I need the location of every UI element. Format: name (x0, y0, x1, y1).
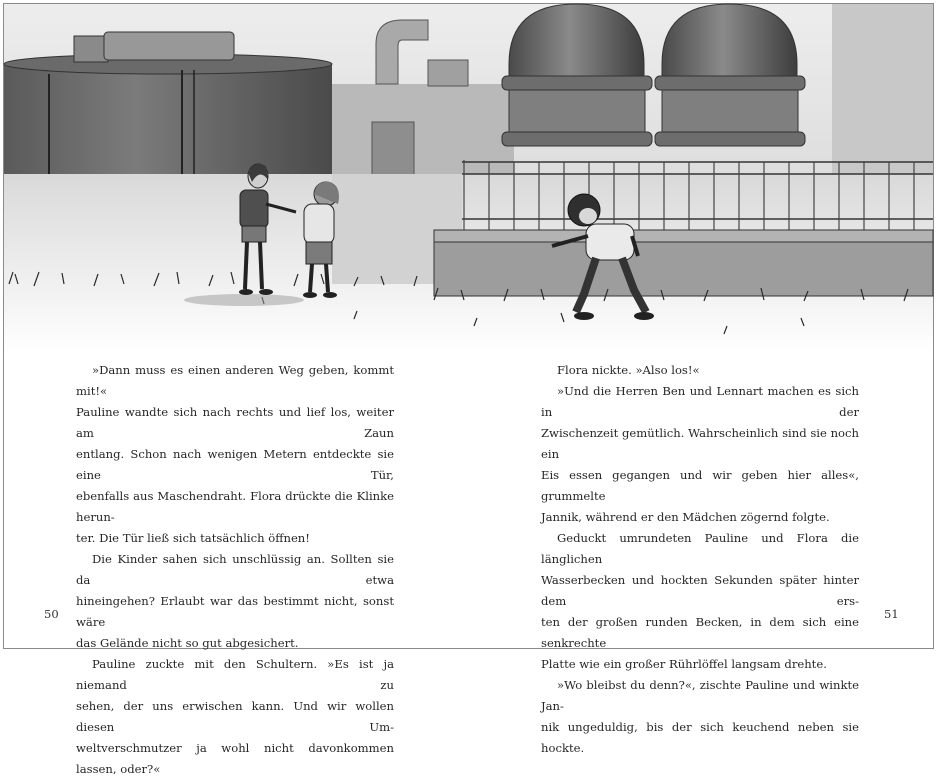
text-line: »Und die Herren Ben und Lennart machen es sich in der (541, 384, 859, 419)
text-line: »Wo bleibst du denn?«, zischte Pauline und winkte Jan- (541, 678, 859, 713)
back-wall (329, 84, 514, 179)
right-wall (832, 4, 933, 194)
book-spread (3, 3, 934, 776)
text-line: Pauline wandte sich nach rechts und lief los, weiter am Zaun (76, 405, 394, 440)
text-line: Die Kinder sahen sich unschlüssig an. Sollten sie da etwa (76, 552, 394, 587)
text-line: sehen, der uns erwischen kann. Und wir wollen diesen Um- (76, 699, 394, 734)
dome-tank-right-base (655, 132, 805, 146)
illustration (4, 4, 933, 354)
dome-tank-left-base (502, 132, 652, 146)
left-page-text (76, 360, 394, 780)
right-page-text (541, 360, 859, 759)
text-line: ebenfalls aus Maschendraht. Flora drückte die Klinke herun- (76, 489, 394, 524)
page-number-left: 50 (44, 607, 59, 621)
dome-tank-left-ring (502, 76, 652, 90)
text-line: »Dann muss es einen anderen Weg geben, kommt mit!« (76, 363, 394, 398)
text-line: weltverschmutzer ja wohl nicht davonkommen lassen, oder?« (76, 741, 394, 776)
text-line: das Gelände nicht so gut abgesichert. (76, 636, 299, 650)
text-line: Wasserbecken und hockten Sekunden später hinter dem ers- (541, 573, 859, 608)
page-number-right: 51 (884, 607, 899, 621)
dome-tank-right-body (662, 90, 798, 135)
text-line: Flora nickte. »Also los!« (557, 363, 700, 377)
back-door (372, 122, 414, 178)
text-line: Pauline zuckte mit den Schultern. »Es ist ja niemand zu (76, 657, 394, 692)
text-line: Platte wie ein großer Rührlöffel langsam drehte. (541, 657, 827, 671)
text-line: Jannik, während er den Mädchen zögernd folgte. (541, 510, 830, 524)
text-line: Zwischenzeit gemütlich. Wahrscheinlich sind sie noch ein (541, 426, 859, 461)
text-line: Eis essen gegangen und wir geben hier alles«, grummelte (541, 468, 859, 503)
text-line: ten der großen runden Becken, in dem sich eine senkrechte (541, 615, 859, 650)
small-tank (428, 60, 468, 86)
text-line: nik ungeduldig, bis der sich keuchend neben sie hockte. (541, 720, 859, 755)
text-line: hineingehen? Erlaubt war das bestimmt nicht, sonst wäre (76, 594, 394, 629)
text-line: entlang. Schon nach wenigen Metern entdeckte sie eine Tür, (76, 447, 394, 482)
dome-tank-left-body (509, 90, 645, 135)
text-line: Geduckt umrundeten Pauline und Flora die länglichen (541, 531, 859, 566)
text-line: ter. Die Tür ließ sich tatsächlich öffnen! (76, 531, 310, 545)
dome-tank-right-ring (655, 76, 805, 90)
